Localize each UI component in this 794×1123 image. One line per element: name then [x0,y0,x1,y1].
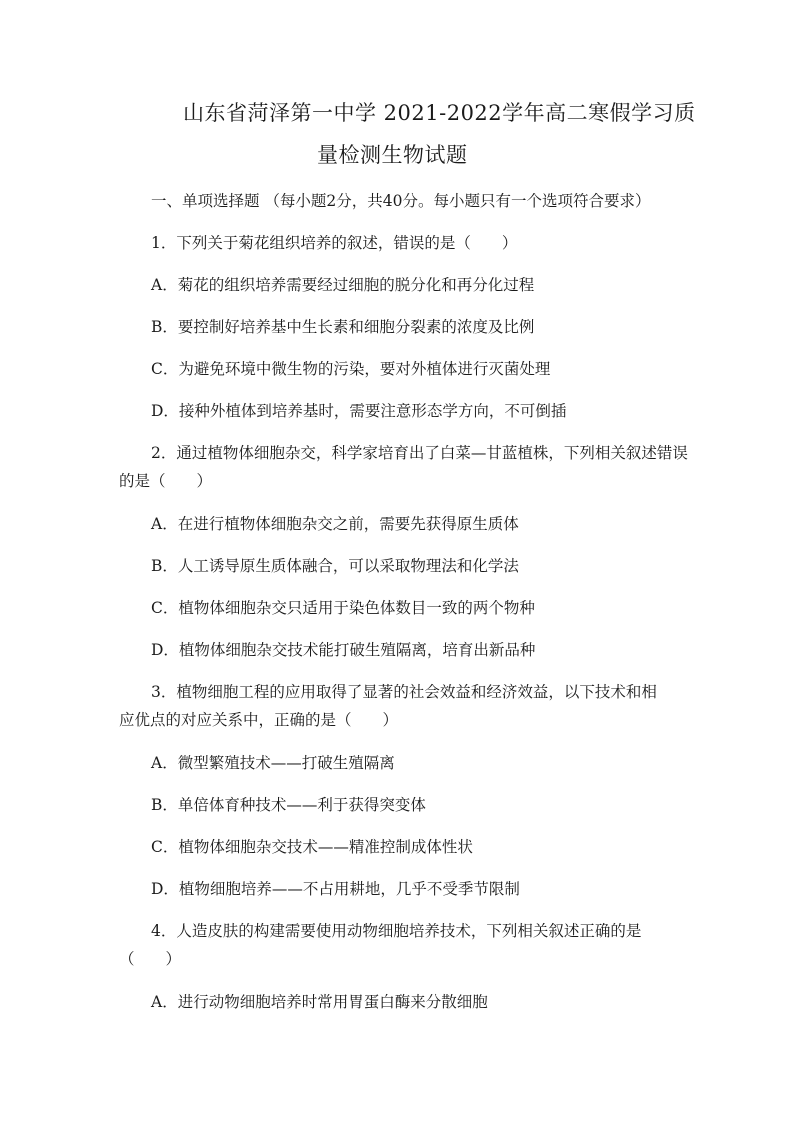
question-4-stem-line-1: 4．人造皮肤的构建需要使用动物细胞培养技术，下列相关叙述正确的是 [151,922,642,940]
question-1-option-a: A．菊花的组织培养需要经过细胞的脱分化和再分化过程 [151,276,535,294]
question-3-stem-line-2: 应优点的对应关系中，正确的是（ ） [119,711,399,729]
question-2-stem-line-1: 2．通过植物体细胞杂交，科学家培育出了白菜—甘蓝植株，下列相关叙述错误 [151,444,688,462]
question-2-option-a: A．在进行植物体细胞杂交之前，需要先获得原生质体 [151,515,519,533]
question-2-stem-line-2: 的是（ ） [119,472,213,490]
question-2-option-b: B．人工诱导原生质体融合，可以采取物理法和化学法 [151,557,519,575]
question-3-option-a: A．微型繁殖技术——打破生殖隔离 [151,754,395,772]
question-1-option-b: B．要控制好培养基中生长素和细胞分裂素的浓度及比例 [151,318,535,336]
question-3-option-b: B．单倍体育种技术——利于获得突变体 [151,796,426,814]
question-3-stem-line-1: 3．植物细胞工程的应用取得了显著的社会效益和经济效益，以下技术和相 [151,683,657,701]
question-2-option-d: D．植物体细胞杂交技术能打破生殖隔离，培育出新品种 [151,641,536,659]
question-1-option-c: C．为避免环境中微生物的污染，要对外植体进行灭菌处理 [151,360,551,378]
question-2-option-c: C．植物体细胞杂交只适用于染色体数目一致的两个物种 [151,599,535,617]
question-1-option-d: D．接种外植体到培养基时，需要注意形态学方向，不可倒插 [151,402,567,420]
section-heading: 一、单项选择题 （每小题2分，共40分。每小题只有一个选项符合要求） [151,192,651,210]
question-4-stem-line-2: （ ） [119,950,182,968]
question-1-stem: 1．下列关于菊花组织培养的叙述，错误的是（ ） [151,234,518,252]
title-line-2: 量检测生物试题 [317,143,468,167]
question-4-option-a: A．进行动物细胞培养时常用胃蛋白酶来分散细胞 [151,993,488,1011]
question-3-option-d: D．植物细胞培养——不占用耕地，几乎不受季节限制 [151,880,520,898]
question-3-option-c: C．植物体细胞杂交技术——精准控制成体性状 [151,838,473,856]
title-line-1: 山东省菏泽第一中学 2021-2022学年高二寒假学习质 [183,101,696,125]
